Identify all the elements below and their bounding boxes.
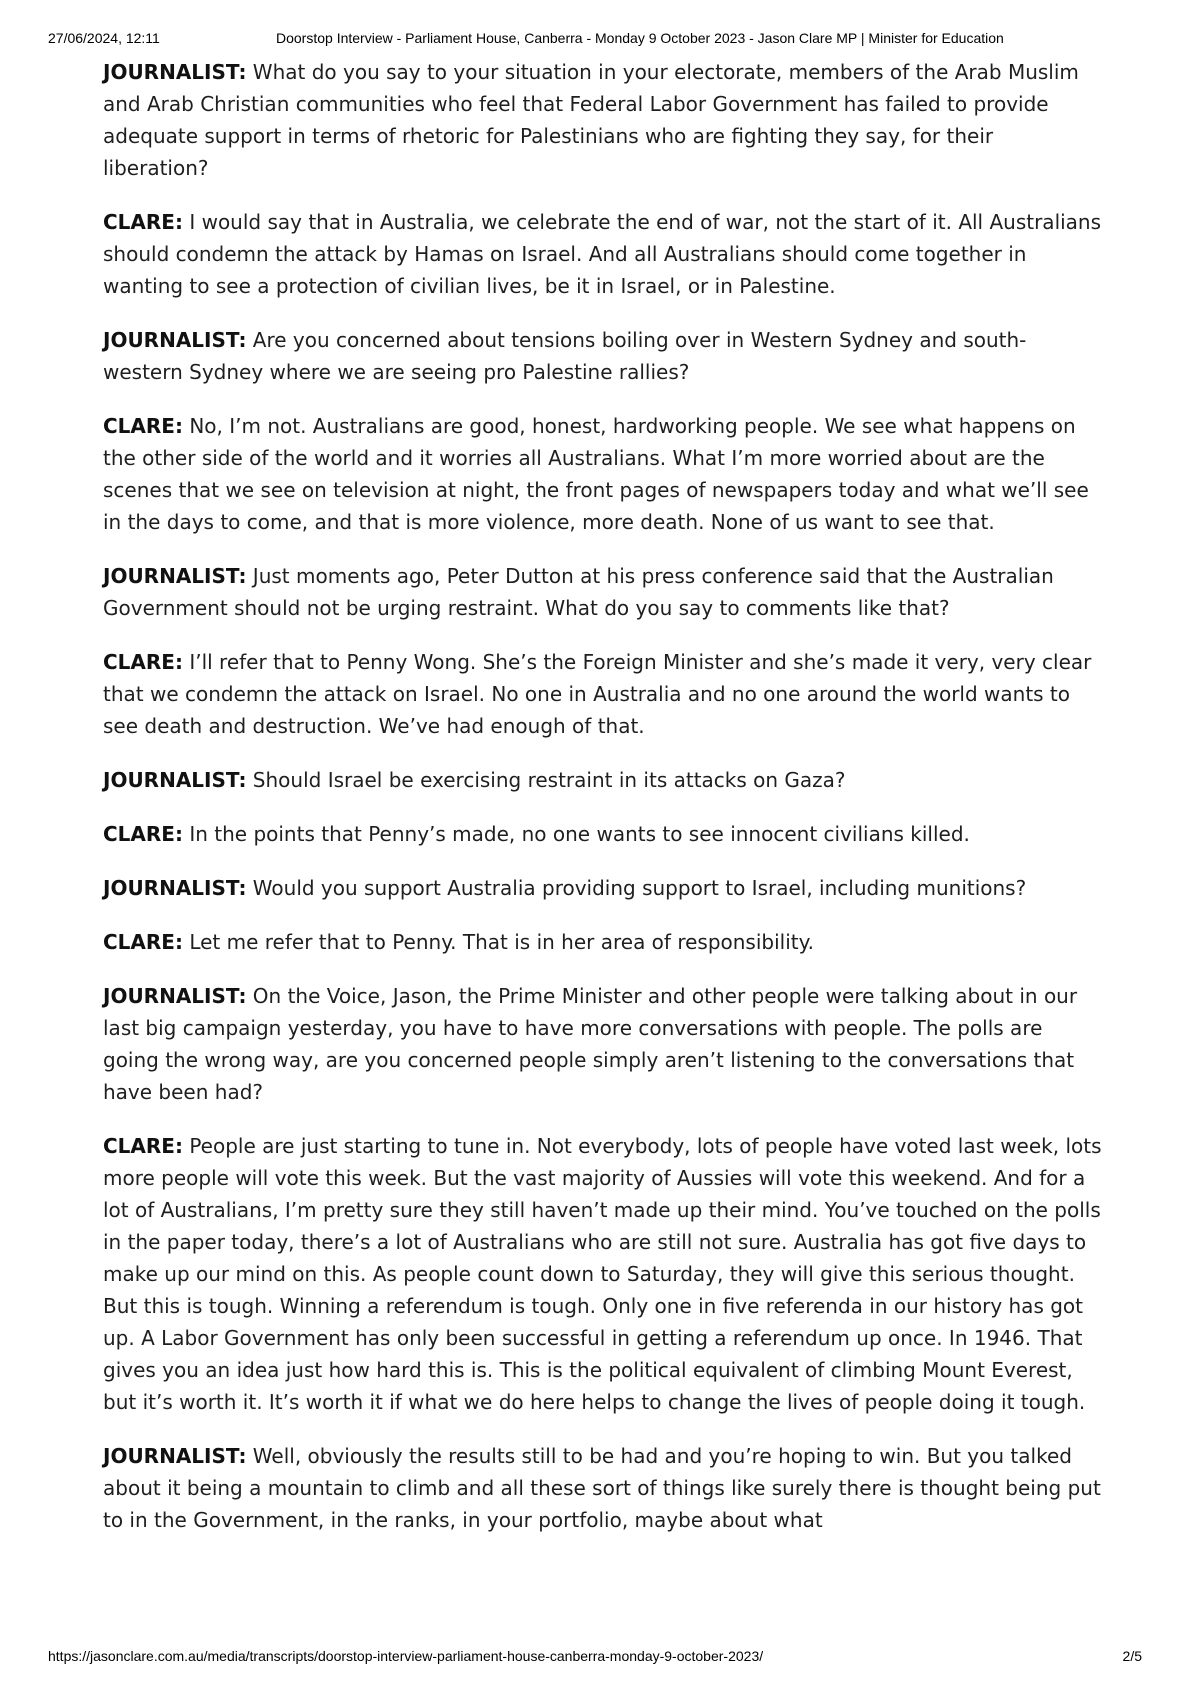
transcript-paragraph	[103, 324, 1103, 388]
transcript-paragraph	[103, 206, 1103, 302]
speaker-label: JOURNALIST:	[103, 876, 247, 900]
transcript-paragraph	[103, 980, 1103, 1108]
speaker-label: CLARE:	[103, 822, 183, 846]
transcript-paragraph	[103, 1440, 1103, 1536]
speaker-label: JOURNALIST:	[103, 1444, 247, 1468]
transcript-body	[103, 56, 1103, 1558]
transcript-paragraph	[103, 872, 1103, 904]
speaker-label: JOURNALIST:	[103, 984, 247, 1008]
paragraph-text: Just moments ago, Peter Dutton at his press conference said that the Australian Government should not be urging restraint. What do you say to comments like that?	[103, 564, 1054, 620]
paragraph-text: On the Voice, Jason, the Prime Minister and other people were talking about in our last big campaign yesterday, you have to have more conversations with people. The polls are going the wrong way, are you concerned people simply aren’t listening to the conversations that have been had?	[103, 984, 1078, 1104]
speaker-label: JOURNALIST:	[103, 564, 247, 588]
speaker-label: CLARE:	[103, 930, 183, 954]
transcript-paragraph	[103, 56, 1103, 184]
speaker-label: JOURNALIST:	[103, 60, 247, 84]
paragraph-text: People are just starting to tune in. Not everybody, lots of people have voted last week, lots more people will vote this week. But the vast majority of Aussies will vote this weekend. And for a lot of Australians, I’m pretty sure they still haven’t made up their mind. You’ve touched on the polls in the paper today, there’s a lot of Australians who are still not sure. Australia has got five days to make up our mind on this. As people count down to Saturday, they will give this serious thought. But this is tough. Winning a referendum is tough. Only one in five referenda in our history has got up. A Labor Government has only been successful in getting a referendum up once. In 1946. That gives you an idea just how hard this is. This is the political equivalent of climbing Mount Everest, but it’s worth it. It’s worth it if what we do here helps to change the lives of people doing it tough.	[103, 1134, 1102, 1414]
print-header	[48, 30, 1142, 50]
transcript-paragraph	[103, 1130, 1103, 1418]
transcript-paragraph	[103, 764, 1103, 796]
paragraph-text: Are you concerned about tensions boiling over in Western Sydney and south-western Sydney where we are seeing pro Palestine rallies?	[103, 328, 1027, 384]
document-title: Doorstop Interview - Parliament House, Canberra - Monday 9 October 2023 - Jason Clare MP | Minister for Education	[276, 30, 1004, 46]
paragraph-text: I’ll refer that to Penny Wong. She’s the Foreign Minister and she’s made it very, very clear that we condemn the attack on Israel. No one in Australia and no one around the world wants to see death and destruction. We’ve had enough of that.	[103, 650, 1092, 738]
paragraph-text: Should Israel be exercising restraint in its attacks on Gaza?	[252, 768, 846, 792]
paragraph-text: I would say that in Australia, we celebrate the end of war, not the start of it. All Australians should condemn the attack by Hamas on Israel. And all Australians should come together in wanting to see a protection of civilian lives, be it in Israel, or in Palestine.	[103, 210, 1102, 298]
paragraph-text: Well, obviously the results still to be had and you’re hoping to win. But you talked about it being a mountain to climb and all these sort of things like surely there is thought being put to in the Government, in the ranks, in your portfolio, maybe about what	[103, 1444, 1101, 1532]
paragraph-text: Would you support Australia providing support to Israel, including munitions?	[252, 876, 1027, 900]
print-footer	[48, 1648, 1142, 1668]
transcript-paragraph	[103, 560, 1103, 624]
page-url: https://jasonclare.com.au/media/transcripts/doorstop-interview-parliament-house-canberra-monday-9-october-2023/	[48, 1648, 764, 1664]
speaker-label: JOURNALIST:	[103, 328, 247, 352]
paragraph-text: Let me refer that to Penny. That is in her area of responsibility.	[189, 930, 814, 954]
speaker-label: CLARE:	[103, 414, 183, 438]
page-number: 2/5	[1122, 1648, 1142, 1664]
print-date: 27/06/2024, 12:11	[48, 30, 160, 46]
transcript-paragraph	[103, 410, 1103, 538]
transcript-paragraph	[103, 818, 1103, 850]
transcript-paragraph	[103, 646, 1103, 742]
speaker-label: CLARE:	[103, 650, 183, 674]
speaker-label: CLARE:	[103, 1134, 183, 1158]
paragraph-text: What do you say to your situation in your electorate, members of the Arab Muslim and Arab Christian communities who feel that Federal Labor Government has failed to provide adequate support in terms of rhetoric for Palestinians who are fighting they say, for their liberation?	[103, 60, 1079, 180]
speaker-label: JOURNALIST:	[103, 768, 247, 792]
paragraph-text: No, I’m not. Australians are good, honest, hardworking people. We see what happens on the other side of the world and it worries all Australians. What I’m more worried about are the scenes that we see on television at night, the front pages of newspapers today and what we’ll see in the days to come, and that is more violence, more death. None of us want to see that.	[103, 414, 1089, 534]
paragraph-text: In the points that Penny’s made, no one wants to see innocent civilians killed.	[189, 822, 970, 846]
transcript-paragraph	[103, 926, 1103, 958]
speaker-label: CLARE:	[103, 210, 183, 234]
